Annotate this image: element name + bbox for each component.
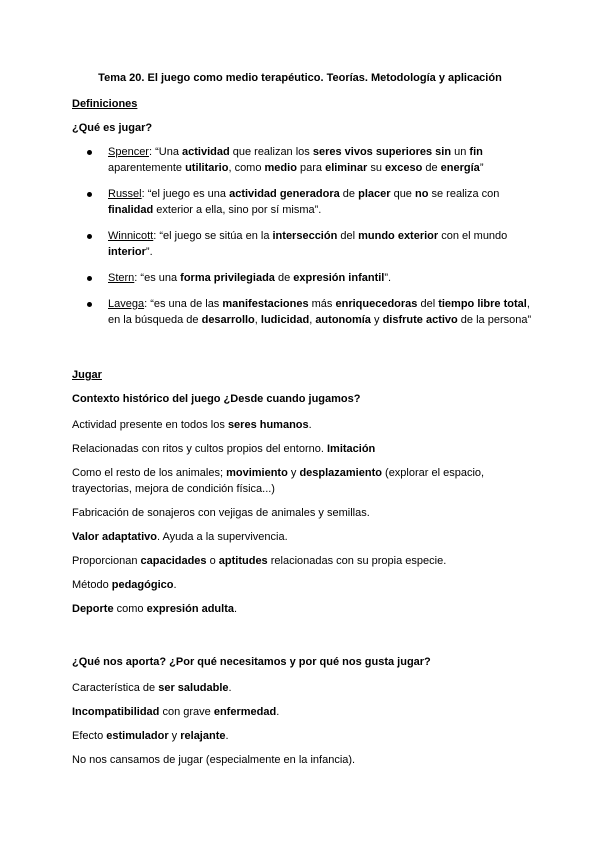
text-run: : “el juego se sitúa en la: [153, 230, 273, 242]
text-run: : “el juego es una: [141, 188, 230, 200]
text-run: (explorar el espacio, trayectorias, mejora de condición física...): [72, 467, 485, 495]
bold-text: placer: [358, 188, 391, 200]
bold-text: eliminar: [325, 162, 368, 174]
text-run: ,: [254, 314, 261, 326]
text-run: que realizan los: [229, 146, 313, 158]
definition-item: [72, 228, 532, 260]
text-run: para: [296, 162, 326, 174]
paragraph: [72, 465, 532, 497]
text-run: ,: [309, 314, 316, 326]
heading-jugar: Jugar: [72, 369, 102, 381]
bold-text: utilitario: [185, 162, 229, 174]
bullet-icon: [87, 302, 92, 307]
bold-text: disfrute activo: [382, 314, 458, 326]
bold-text: Imitación: [326, 443, 376, 455]
definition-author: Spencer: [108, 146, 149, 158]
heading-contexto-historico: Contexto histórico del juego ¿Desde cuando jugamos?: [72, 393, 361, 405]
text-run: aparentemente: [108, 162, 186, 174]
text-run: .: [276, 706, 280, 718]
text-run: más: [308, 298, 336, 310]
document-title: Tema 20. El juego como medio terapéutico. Teorías. Metodología y aplicación: [98, 72, 502, 84]
text-run: y: [287, 467, 300, 479]
text-run: y: [370, 314, 383, 326]
text-run: exterior a ella, sino por sí misma”.: [153, 204, 322, 216]
bold-text: fin: [469, 146, 483, 158]
text-run: o: [206, 555, 219, 567]
text-run: Como el resto de los animales;: [72, 467, 227, 479]
text-run: .: [225, 730, 229, 742]
bullet-icon: [87, 150, 92, 155]
bold-text: finalidad: [108, 204, 154, 216]
paragraph: [72, 553, 532, 569]
bold-text: relajante: [180, 730, 226, 742]
bold-text: expresión adulta: [146, 603, 234, 615]
text-run: relacionadas con su propia especie.: [267, 555, 447, 567]
text-run: su: [367, 162, 385, 174]
bold-text: interior: [108, 246, 146, 258]
paragraph: [72, 752, 532, 768]
paragraph: [72, 417, 532, 433]
definitions-list: [72, 144, 532, 338]
heading-que-nos-aporta: ¿Qué nos aporta? ¿Por qué necesitamos y por qué nos gusta jugar?: [72, 656, 431, 668]
text-run: : “es una: [134, 272, 181, 284]
text-run: con grave: [159, 706, 214, 718]
text-run: de: [339, 188, 359, 200]
bold-text: seres humanos: [227, 419, 309, 431]
text-run: se realiza con: [428, 188, 500, 200]
bold-text: medio: [264, 162, 297, 174]
bold-text: ludicidad: [260, 314, 310, 326]
bold-text: pedagógico: [111, 579, 174, 591]
definition-item: [72, 270, 532, 286]
bold-text: movimiento: [226, 467, 288, 479]
paragraph: [72, 680, 532, 696]
bold-text: actividad generadora: [229, 188, 340, 200]
paragraph: [72, 505, 532, 521]
bold-text: seres vivos superiores sin: [312, 146, 452, 158]
bold-text: aptitudes: [218, 555, 268, 567]
text-run: un: [451, 146, 470, 158]
heading-definiciones: Definiciones: [72, 98, 138, 110]
definition-author: Russel: [108, 188, 142, 200]
bold-text: Incompatibilidad: [72, 706, 160, 718]
bold-text: desarrollo: [201, 314, 255, 326]
text-run: Relacionadas con ritos y cultos propios del entorno.: [72, 443, 327, 455]
bullet-icon: [87, 276, 92, 281]
bold-text: mundo exterior: [358, 230, 439, 242]
text-run: Efecto: [72, 730, 107, 742]
bullet-icon: [87, 234, 92, 239]
bold-text: exceso: [385, 162, 423, 174]
heading-que-es-jugar: ¿Qué es jugar?: [72, 122, 153, 134]
bold-text: estimulador: [106, 730, 169, 742]
text-run: de la persona”: [457, 314, 532, 326]
bold-text: actividad: [182, 146, 230, 158]
definition-item: [72, 296, 532, 328]
bold-text: enriquecedoras: [335, 298, 418, 310]
text-run: del: [337, 230, 359, 242]
text-run: y: [168, 730, 181, 742]
bold-text: enfermedad: [213, 706, 277, 718]
paragraph: [72, 728, 532, 744]
text-run: Proporcionan: [72, 555, 141, 567]
paragraph: [72, 577, 532, 593]
text-run: : “es una de las: [144, 298, 223, 310]
text-run: Fabricación de sonajeros con vejigas de animales y semillas.: [72, 507, 370, 519]
text-run: Actividad presente en todos los: [72, 419, 228, 431]
paragraph: [72, 441, 532, 457]
paragraph: [72, 529, 532, 545]
definition-author: Winnicott: [108, 230, 154, 242]
text-run: , en la búsqueda de: [108, 298, 530, 326]
definition-item: [72, 186, 532, 218]
text-run: con el mundo: [438, 230, 508, 242]
text-run: . Ayuda a la supervivencia.: [156, 531, 288, 543]
text-run: .: [228, 682, 232, 694]
bold-text: manifestaciones: [222, 298, 309, 310]
bold-text: ser saludable: [158, 682, 229, 694]
text-run: .: [308, 419, 312, 431]
bold-text: Deporte: [72, 603, 114, 615]
text-run: de: [422, 162, 441, 174]
bold-text: capacidades: [140, 555, 207, 567]
text-run: : “Una: [148, 146, 182, 158]
text-run: ”.: [145, 246, 153, 258]
paragraph: [72, 704, 532, 720]
bold-text: intersección: [272, 230, 338, 242]
bullet-icon: [87, 192, 92, 197]
bold-text: no: [414, 188, 429, 200]
text-run: ”: [479, 162, 484, 174]
text-run: .: [234, 603, 238, 615]
text-run: como: [113, 603, 147, 615]
text-run: No nos cansamos de jugar (especialmente en la infancia).: [72, 754, 356, 766]
text-run: , como: [228, 162, 265, 174]
text-run: de: [274, 272, 294, 284]
text-run: .: [173, 579, 177, 591]
text-run: ”.: [384, 272, 392, 284]
bold-text: expresión infantil: [293, 272, 385, 284]
paragraph: [72, 601, 532, 617]
bold-text: energía: [440, 162, 480, 174]
text-run: que: [390, 188, 415, 200]
bold-text: desplazamiento: [299, 467, 382, 479]
bold-text: Valor adaptativo: [72, 531, 157, 543]
text-run: Característica de: [72, 682, 159, 694]
definition-author: Lavega: [108, 298, 145, 310]
bold-text: tiempo libre total: [438, 298, 527, 310]
bold-text: forma privilegiada: [180, 272, 275, 284]
definition-author: Stern: [108, 272, 135, 284]
bold-text: autonomía: [315, 314, 371, 326]
text-run: Método: [72, 579, 112, 591]
text-run: del: [417, 298, 439, 310]
definition-item: [72, 144, 532, 176]
